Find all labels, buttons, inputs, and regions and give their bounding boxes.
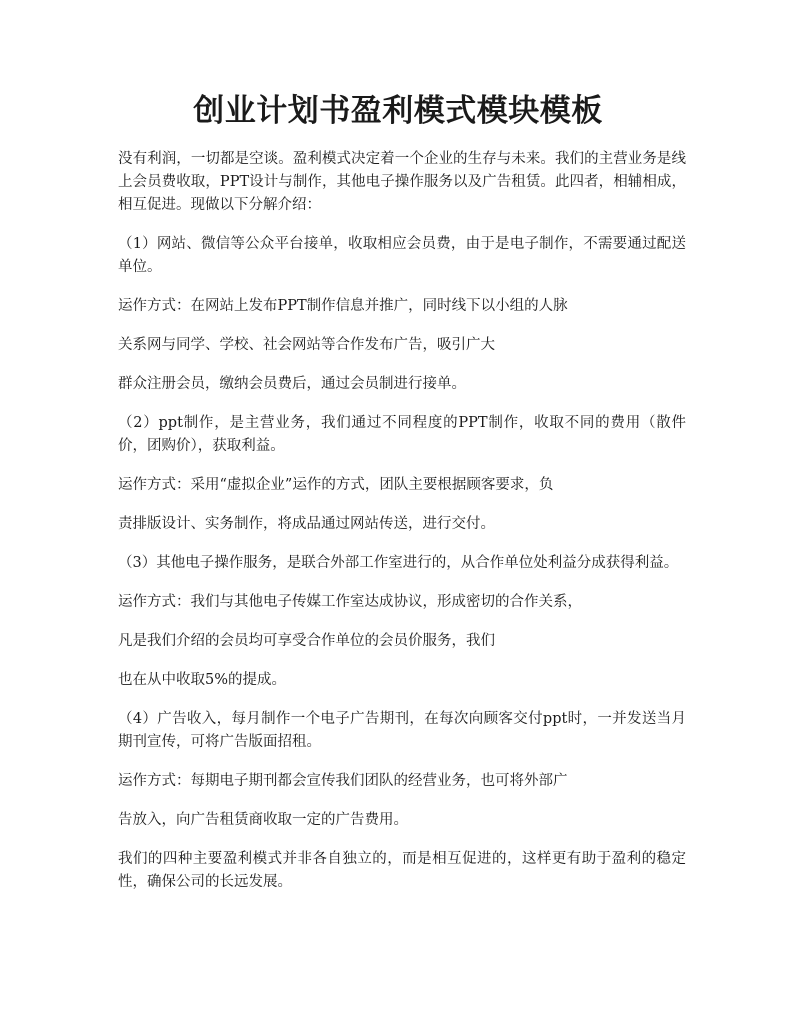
paragraph-method-3c: 也在从中收取5%的提成。 (118, 672, 287, 688)
paragraph-method-1b: 关系网与同学、学校、社会网站等合作发布广告，吸引广大 (118, 337, 495, 353)
paragraph-method-4b: 告放入，向广告租赁商收取一定的广告费用。 (118, 812, 408, 828)
paragraph-model-4: （4）广告收入，每月制作一个电子广告期刊，在每次向顾客交付ppt时，一并发送当月期刊宣传，可将广告版面招租。 (118, 711, 686, 750)
paragraph-method-2b: 责排版设计、实务制作，将成品通过网站传送，进行交付。 (118, 516, 495, 532)
paragraph-method-2a: 运作方式：采用“虚拟企业”运作的方式，团队主要根据顾客要求，负 (118, 477, 554, 493)
paragraph-intro: 没有利润，一切都是空谈。盈利模式决定着一个企业的生存与未来。我们的主营业务是线上会员费收取，PPT设计与制作，其他电子操作服务以及广告租赁。此四者，相辅相成，相互促进。现做以下分解介绍： (118, 151, 686, 213)
paragraph-method-3b: 凡是我们介绍的会员均可享受合作单位的会员价服务，我们 (118, 633, 495, 649)
paragraph-method-4a: 运作方式：每期电子期刊都会宣传我们团队的经营业务，也可将外部广 (118, 773, 568, 789)
paragraph-method-3a: 运作方式：我们与其他电子传媒工作室达成协议，形成密切的合作关系， (118, 594, 582, 610)
paragraph-method-1a: 运作方式：在网站上发布PPT制作信息并推广，同时线下以小组的人脉 (118, 298, 568, 314)
document-title: 创业计划书盈利模式模块模板 (193, 93, 603, 129)
paragraph-model-1: （1）网站、微信等公众平台接单，收取相应会员费，由于是电子制作，不需要通过配送单位。 (118, 236, 686, 275)
paragraph-conclusion: 我们的四种主要盈利模式并非各自独立的，而是相互促进的，这样更有助于盈利的稳定性，确保公司的长远发展。 (118, 851, 686, 890)
document-body (118, 148, 686, 910)
paragraph-model-3: （3）其他电子操作服务，是联合外部工作室进行的，从合作单位处利益分成获得利益。 (118, 555, 679, 571)
paragraph-method-1c: 群众注册会员，缴纳会员费后，通过会员制进行接单。 (118, 376, 466, 392)
paragraph-model-2: （2）ppt制作，是主营业务，我们通过不同程度的PPT制作，收取不同的费用（散件价，团购价），获取利益。 (118, 415, 686, 454)
